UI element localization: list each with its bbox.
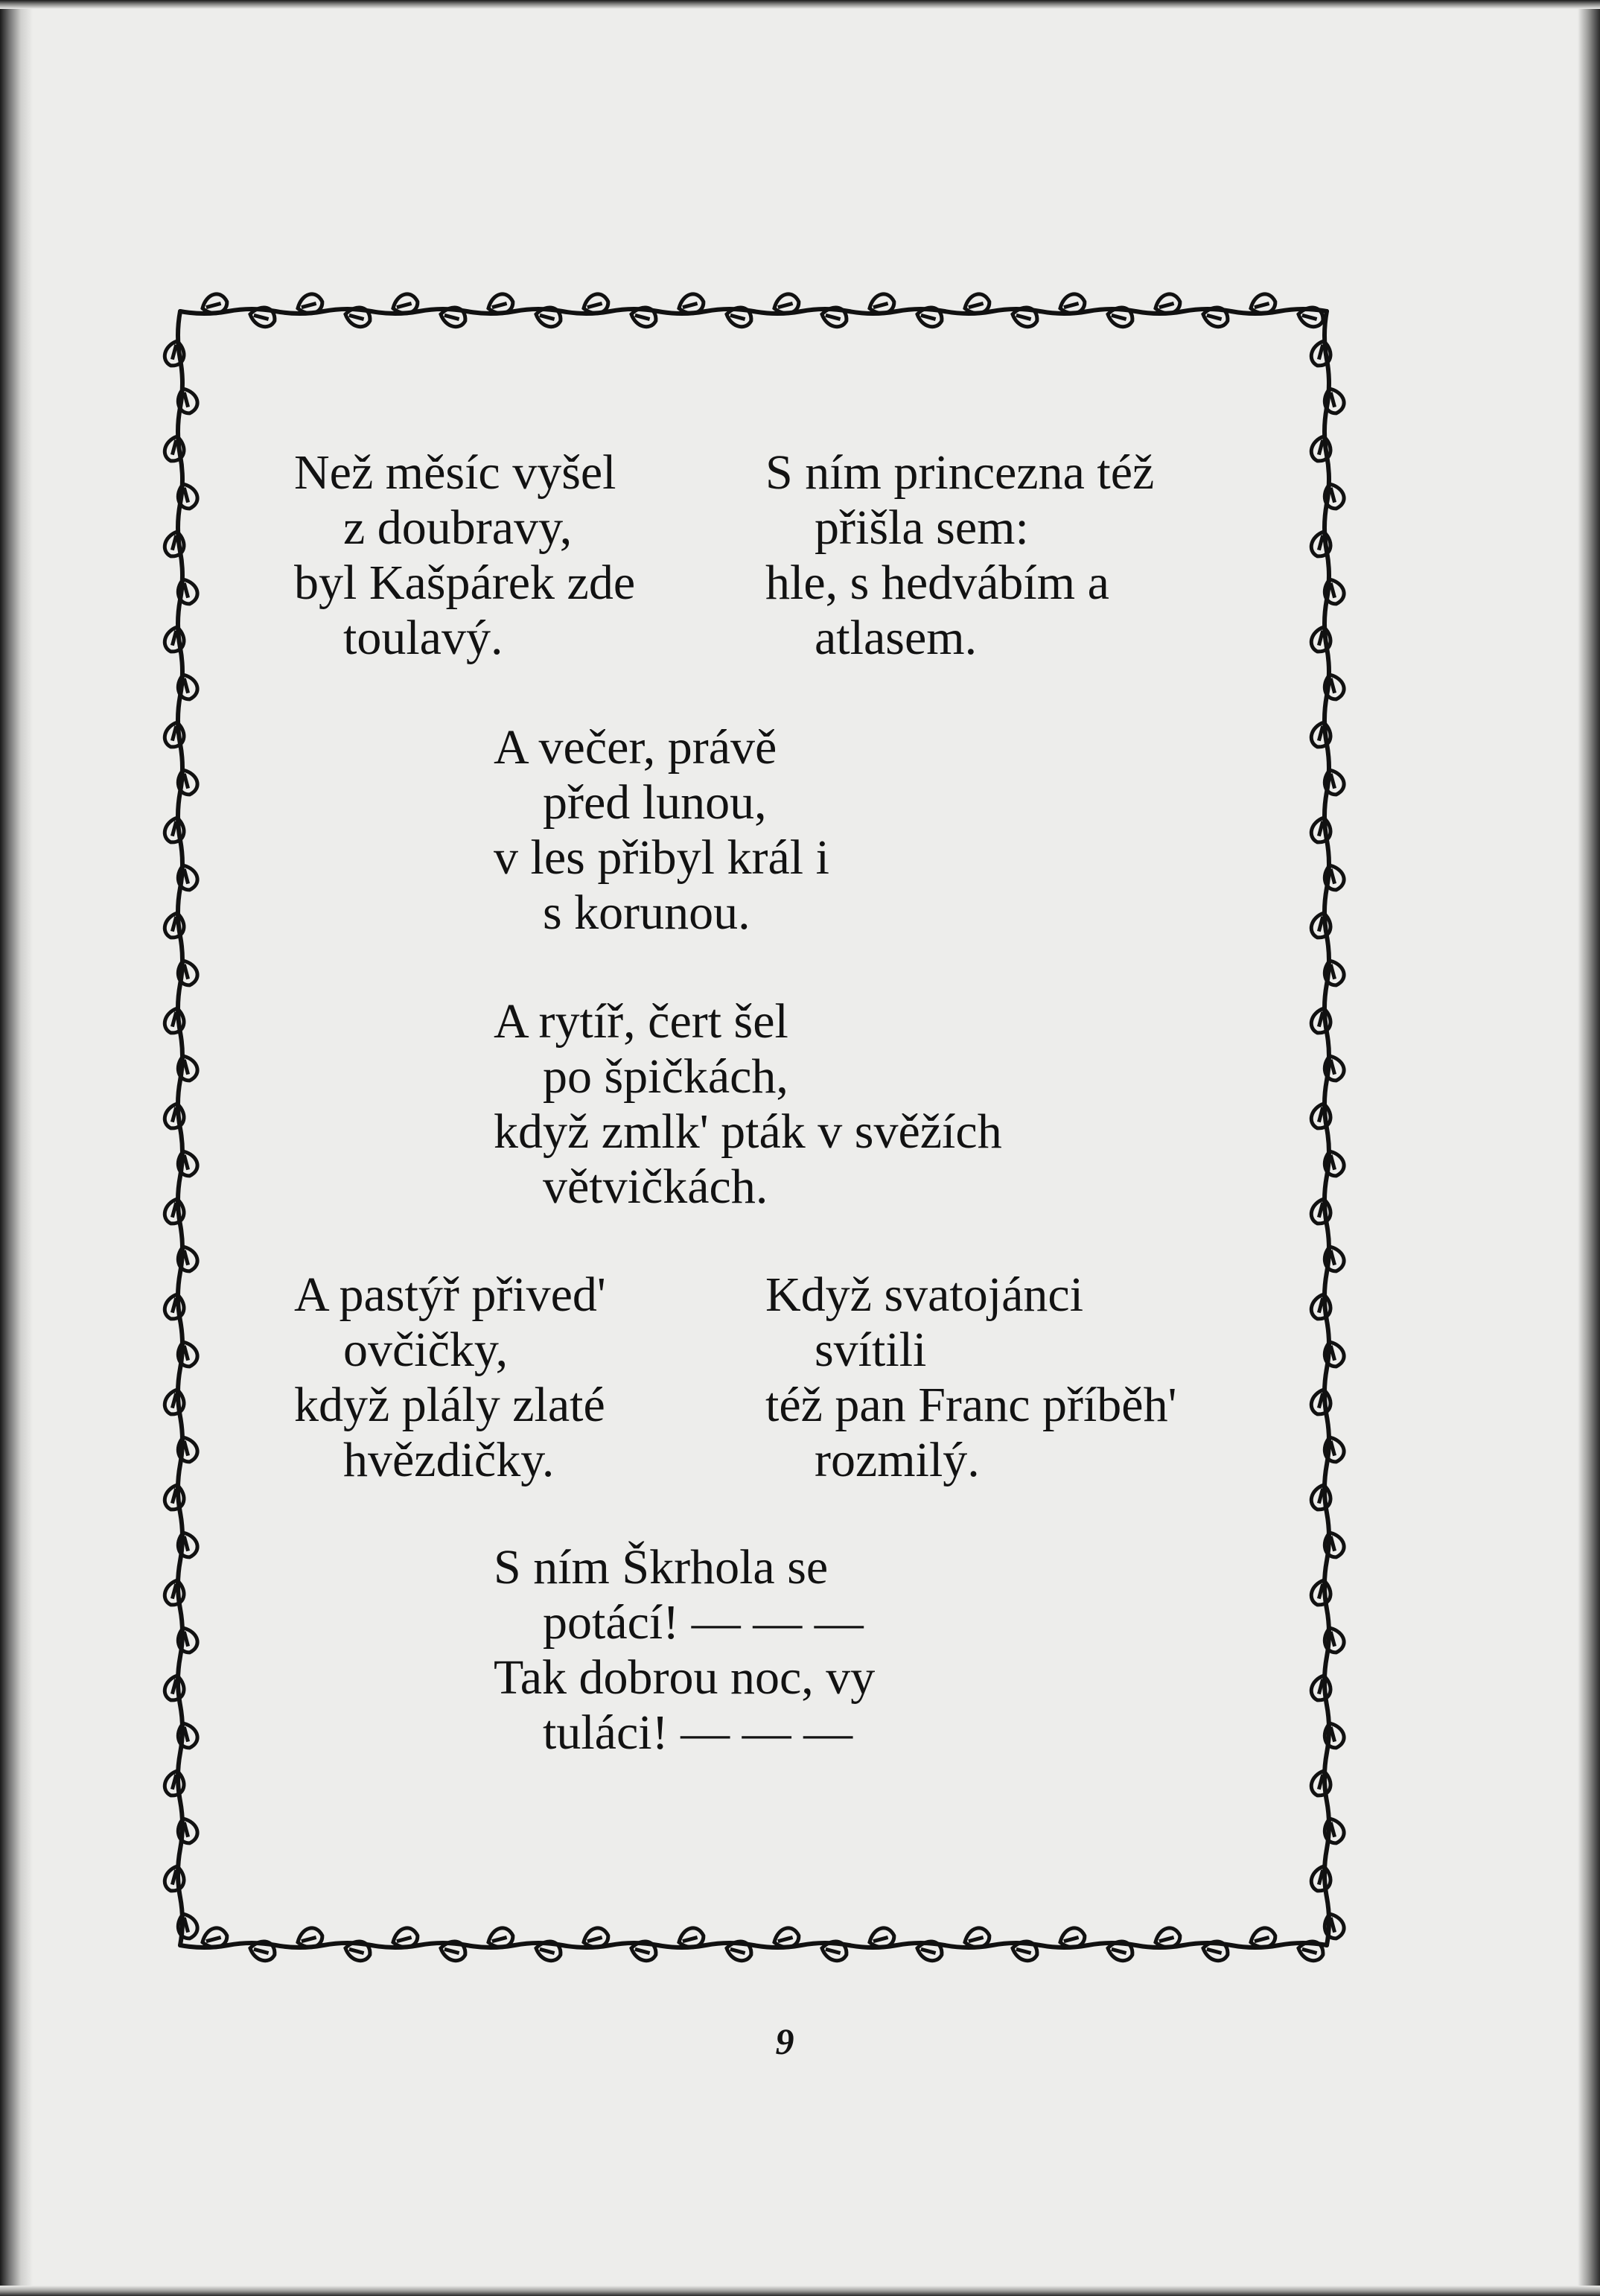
stanza-4 xyxy=(494,994,1002,1215)
verse-line: tuláci! — — — xyxy=(543,1705,853,1760)
border-leaf xyxy=(1309,530,1333,559)
border-leaf xyxy=(1322,1816,1346,1845)
verse-line: v les přibyl král i xyxy=(494,830,829,885)
stanza-5 xyxy=(294,1268,606,1488)
verse-line: rozmilý. xyxy=(815,1433,980,1487)
stanza-3 xyxy=(494,720,829,941)
border-leaf xyxy=(162,434,187,463)
border-leaf xyxy=(1309,911,1333,940)
border-leaf xyxy=(1309,1483,1333,1512)
page-number: 9 xyxy=(775,2020,794,2062)
verse-line: z doubravy, xyxy=(343,500,573,555)
border-leaf xyxy=(162,530,187,559)
verse-line: Když svatojánci xyxy=(765,1268,1084,1322)
border-leaf xyxy=(1309,1673,1333,1702)
stanza-7 xyxy=(494,1540,875,1761)
border-leaf xyxy=(1309,625,1333,654)
verse-line: atlasem. xyxy=(815,611,978,665)
verse-line: A pastýř přived' xyxy=(294,1268,606,1322)
verse-line: A večer, právě xyxy=(494,720,777,775)
border-leaf xyxy=(1309,1101,1333,1130)
border-leaf xyxy=(162,1101,187,1130)
border-leaf xyxy=(1309,1292,1333,1321)
border-leaf xyxy=(162,625,187,654)
border-leaf xyxy=(162,720,187,749)
border-leaf xyxy=(1309,1006,1333,1035)
border-leaf xyxy=(1309,1387,1333,1416)
border-leaf xyxy=(175,1911,200,1940)
border-leaf xyxy=(1309,720,1333,749)
verse-line: ovčičky, xyxy=(343,1323,509,1377)
verse-line: větvičkách. xyxy=(543,1160,768,1214)
verse-line: před lunou, xyxy=(543,775,767,830)
verse-line: S ním princezna též xyxy=(765,445,1155,500)
border-leaf xyxy=(1309,815,1333,845)
border-leaf xyxy=(162,1197,187,1226)
verse-line: Tak dobrou noc, vy xyxy=(494,1650,876,1705)
border-leaf xyxy=(162,1292,187,1321)
border-leaf xyxy=(1322,1339,1346,1368)
border-leaf xyxy=(1322,1720,1346,1749)
verse-line: svítili xyxy=(815,1323,927,1377)
border-leaf xyxy=(1309,1197,1333,1226)
border-leaf xyxy=(175,1530,200,1559)
verse-line: s korunou. xyxy=(543,885,750,940)
border-leaf xyxy=(1309,1769,1333,1798)
border-leaf xyxy=(162,339,187,368)
border-leaf xyxy=(1322,1434,1346,1463)
verse-line: hle, s hedvábím a xyxy=(765,556,1109,610)
border-leaf xyxy=(162,1387,187,1416)
stanza-6 xyxy=(765,1268,1177,1488)
verse-line: potácí! — — — xyxy=(543,1595,864,1650)
border-leaf xyxy=(1322,1911,1346,1940)
border-leaf xyxy=(175,1720,200,1749)
border-leaf xyxy=(175,1339,200,1368)
border-leaf xyxy=(1309,434,1333,463)
border-leaf xyxy=(162,1864,187,1893)
border-leaf xyxy=(175,1625,200,1654)
border-leaf xyxy=(162,1578,187,1607)
border-leaf xyxy=(162,1769,187,1798)
stanza-1 xyxy=(294,445,635,666)
border-leaf xyxy=(162,911,187,940)
stanza-2 xyxy=(765,445,1154,666)
border-leaf xyxy=(1322,1625,1346,1654)
verse-line: Než měsíc vyšel xyxy=(294,445,616,500)
verse-line: hvězdičky. xyxy=(343,1433,555,1487)
verse-line: když plály zlaté xyxy=(294,1378,605,1432)
border-leaf xyxy=(162,1673,187,1702)
border-leaf xyxy=(175,1816,200,1845)
verse-line: když zmlk' pták v svěžích xyxy=(494,1104,1002,1159)
border-leaf xyxy=(1322,1530,1346,1559)
verse-line: též pan Franc příběh' xyxy=(765,1378,1177,1432)
border-leaf xyxy=(162,1006,187,1035)
border-leaf xyxy=(175,1434,200,1463)
border-leaf xyxy=(1309,1864,1333,1893)
verse-line: přišla sem: xyxy=(815,500,1029,555)
verse-line: po špičkách, xyxy=(543,1049,788,1104)
verse-line: A rytíř, čert šel xyxy=(494,994,788,1049)
verse-line: S ním Škrhola se xyxy=(494,1540,829,1594)
border-leaf xyxy=(1309,339,1333,368)
border-leaf xyxy=(162,1483,187,1512)
verse-line: toulavý. xyxy=(343,611,503,665)
border-leaf xyxy=(162,815,187,845)
verse-line: byl Kašpárek zde xyxy=(294,556,636,610)
border-leaf xyxy=(1309,1578,1333,1607)
